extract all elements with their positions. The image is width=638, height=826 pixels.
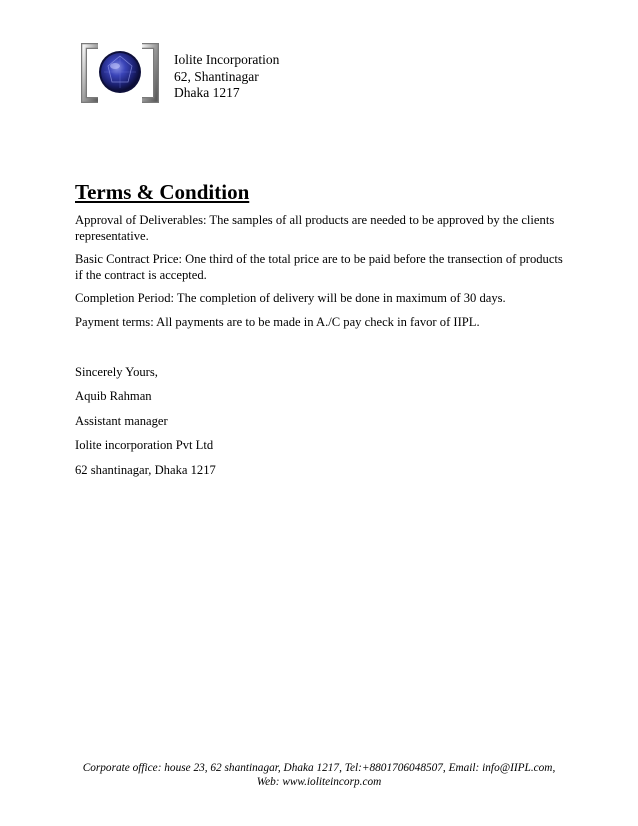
address-line-1: 62, Shantinagar xyxy=(174,68,259,84)
document-title: Terms & Condition xyxy=(75,180,250,204)
letterhead-address xyxy=(174,52,279,102)
signoff-block xyxy=(75,364,216,486)
page-footer xyxy=(30,761,608,789)
gem-logo-icon xyxy=(76,40,164,106)
signer-address: 62 shantinagar, Dhaka 1217 xyxy=(75,462,216,477)
footer-web: Web: www.ioliteincorp.com xyxy=(256,776,382,788)
footer-contact: Corporate office: house 23, 62 shantinagar, Dhaka 1217, Tel:+8801706048507, Email: info@IIPL.com, xyxy=(82,762,556,774)
signer-name: Aquib Rahman xyxy=(75,389,152,404)
term-contract-price: Basic Contract Price: One third of the total price are to be paid before the transection of products if the contract is accepted. xyxy=(75,252,563,282)
company-logo xyxy=(76,40,164,106)
term-payment: Payment terms: All payments are to be made in A./C pay check in favor of IIPL. xyxy=(75,315,480,329)
terms-list xyxy=(75,212,567,337)
term-completion-period: Completion Period: The completion of delivery will be done in maximum of 30 days. xyxy=(75,291,506,305)
term-approval: Approval of Deliverables: The samples of all products are needed to be approved by the clients representative. xyxy=(75,213,555,243)
signer-position: Assistant manager xyxy=(75,413,168,428)
closing: Sincerely Yours, xyxy=(75,365,158,379)
signer-company: Iolite incorporation Pvt Ltd xyxy=(75,438,214,453)
company-name: Iolite Incorporation xyxy=(174,52,280,67)
address-line-2: Dhaka 1217 xyxy=(174,85,240,100)
